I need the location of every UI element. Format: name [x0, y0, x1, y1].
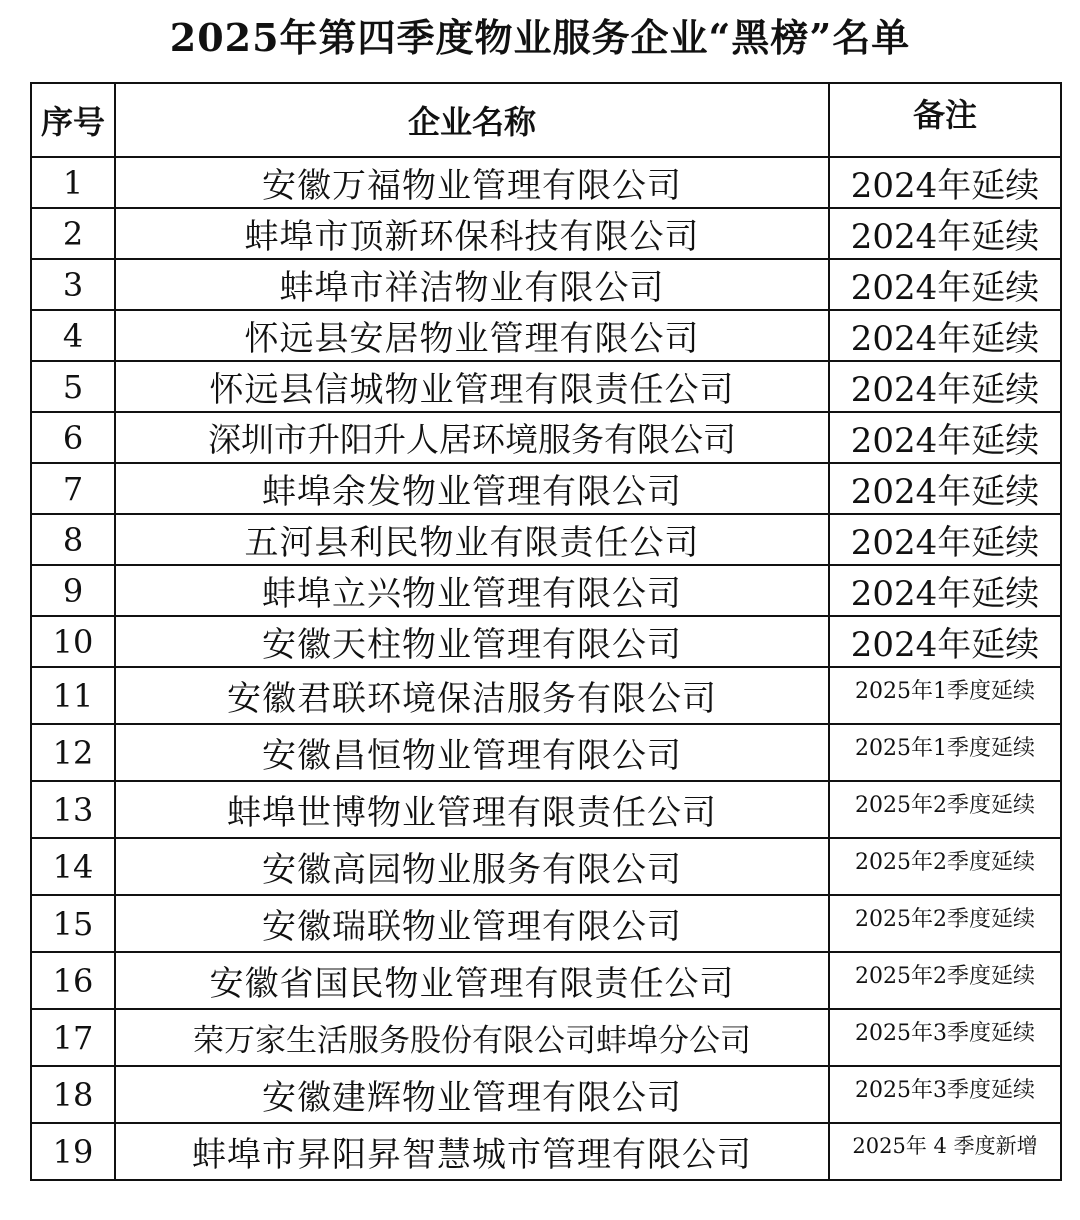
table-row — [31, 1066, 1061, 1123]
serial-number-cell: 9 — [31, 565, 115, 616]
serial-number-cell: 15 — [31, 895, 115, 952]
company-name-cell: 蚌埠立兴物业管理有限公司 — [115, 565, 829, 616]
table-row — [31, 1123, 1061, 1180]
company-name-cell: 五河县利民物业有限责任公司 — [115, 514, 829, 565]
serial-number-cell: 12 — [31, 724, 115, 781]
company-name-cell: 蚌埠市祥洁物业有限公司 — [115, 259, 829, 310]
serial-number-cell: 2 — [31, 208, 115, 259]
page-title: 2025年第四季度物业服务企业“黑榜”名单 — [169, 15, 911, 60]
company-name-cell: 深圳市升阳升人居环境服务有限公司 — [115, 412, 829, 463]
table-row — [31, 259, 1061, 310]
serial-number-cell: 18 — [31, 1066, 115, 1123]
header-serial-number: 序号 — [31, 83, 115, 157]
table-row — [31, 463, 1061, 514]
serial-number-cell: 16 — [31, 952, 115, 1009]
remarks-cell: 2024年延续 — [829, 514, 1061, 565]
remarks-cell: 2024年延续 — [829, 310, 1061, 361]
company-name-cell: 蚌埠市顶新环保科技有限公司 — [115, 208, 829, 259]
company-name-cell: 荣万家生活服务股份有限公司蚌埠分公司 — [115, 1009, 829, 1066]
table-row — [31, 208, 1061, 259]
serial-number-cell: 8 — [31, 514, 115, 565]
serial-number-cell: 1 — [31, 157, 115, 208]
company-name-cell: 安徽瑞联物业管理有限公司 — [115, 895, 829, 952]
remarks-cell: 2025年 4 季度新增 — [829, 1123, 1061, 1180]
table-row — [31, 952, 1061, 1009]
blacklist-table — [30, 82, 1062, 1181]
serial-number-cell: 17 — [31, 1009, 115, 1066]
remarks-cell: 2024年延续 — [829, 565, 1061, 616]
serial-number-cell: 5 — [31, 361, 115, 412]
company-name-cell: 安徽高园物业服务有限公司 — [115, 838, 829, 895]
table-row — [31, 1009, 1061, 1066]
remarks-cell: 2025年2季度延续 — [829, 838, 1061, 895]
serial-number-cell: 13 — [31, 781, 115, 838]
serial-number-cell: 6 — [31, 412, 115, 463]
remarks-cell: 2025年2季度延续 — [829, 781, 1061, 838]
company-name-cell: 安徽省国民物业管理有限责任公司 — [115, 952, 829, 1009]
serial-number-cell: 11 — [31, 667, 115, 724]
company-name-cell: 安徽君联环境保洁服务有限公司 — [115, 667, 829, 724]
table-row — [31, 565, 1061, 616]
table-row — [31, 667, 1061, 724]
remarks-cell: 2024年延续 — [829, 361, 1061, 412]
table-row — [31, 838, 1061, 895]
company-name-cell: 怀远县安居物业管理有限公司 — [115, 310, 829, 361]
serial-number-cell: 4 — [31, 310, 115, 361]
table-row — [31, 895, 1061, 952]
company-name-cell: 怀远县信城物业管理有限责任公司 — [115, 361, 829, 412]
remarks-cell: 2024年延续 — [829, 412, 1061, 463]
table-row — [31, 361, 1061, 412]
table-row — [31, 616, 1061, 667]
remarks-cell: 2025年3季度延续 — [829, 1066, 1061, 1123]
company-name-cell: 安徽万福物业管理有限公司 — [115, 157, 829, 208]
company-name-cell: 安徽建辉物业管理有限公司 — [115, 1066, 829, 1123]
serial-number-cell: 10 — [31, 616, 115, 667]
table-row — [31, 157, 1061, 208]
company-name-cell: 蚌埠市昇阳昇智慧城市管理有限公司 — [115, 1123, 829, 1180]
table-row — [31, 412, 1061, 463]
serial-number-cell: 19 — [31, 1123, 115, 1180]
table-row — [31, 724, 1061, 781]
remarks-cell: 2025年2季度延续 — [829, 895, 1061, 952]
remarks-cell: 2025年3季度延续 — [829, 1009, 1061, 1066]
header-remarks: 备注 — [829, 83, 1061, 157]
serial-number-cell: 3 — [31, 259, 115, 310]
table-row — [31, 310, 1061, 361]
serial-number-cell: 7 — [31, 463, 115, 514]
company-name-cell: 安徽昌恒物业管理有限公司 — [115, 724, 829, 781]
serial-number-cell: 14 — [31, 838, 115, 895]
table-header-row — [31, 83, 1061, 157]
remarks-cell: 2024年延续 — [829, 157, 1061, 208]
remarks-cell: 2025年1季度延续 — [829, 667, 1061, 724]
company-name-cell: 蚌埠世博物业管理有限责任公司 — [115, 781, 829, 838]
table-row — [31, 781, 1061, 838]
remarks-cell: 2025年2季度延续 — [829, 952, 1061, 1009]
remarks-cell: 2025年1季度延续 — [829, 724, 1061, 781]
header-company-name: 企业名称 — [115, 83, 829, 157]
company-name-cell: 安徽天柱物业管理有限公司 — [115, 616, 829, 667]
remarks-cell: 2024年延续 — [829, 616, 1061, 667]
remarks-cell: 2024年延续 — [829, 259, 1061, 310]
remarks-cell: 2024年延续 — [829, 463, 1061, 514]
table-row — [31, 514, 1061, 565]
company-name-cell: 蚌埠余发物业管理有限公司 — [115, 463, 829, 514]
remarks-cell: 2024年延续 — [829, 208, 1061, 259]
